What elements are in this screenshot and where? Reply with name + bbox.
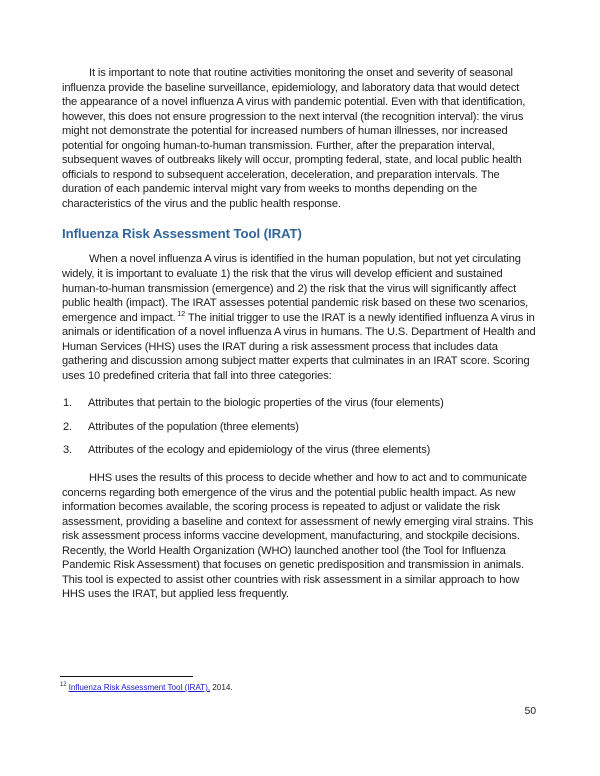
- footnote-area: [60, 676, 536, 693]
- paragraph-hhs-results: [62, 471, 536, 602]
- list-item: [62, 396, 536, 411]
- list-item-label: Attributes of the ecology and epidemiology of the virus (three elements): [88, 444, 431, 457]
- list-item-number: 1.: [63, 397, 73, 410]
- paragraph-irat-overview: [62, 252, 536, 383]
- paragraph-pandemic-intervals: [62, 66, 536, 211]
- list-item-label: Attributes that pertain to the biologic properties of the virus (four elements): [88, 397, 444, 410]
- list-item-number: 3.: [63, 444, 73, 457]
- irat-overview-part2: The initial trigger to use the IRAT is a newly identified influenza A virus in animals or identification of a novel influenza A virus in humans. The U.S. Department of Health and Human Services (HHS) uses the IRAT during a risk assessment process that includes data gathering and discussion among subject matter experts that culminates in an IRAT score. Scoring uses 10 predefined criteria that fall into three categories:: [62, 311, 536, 382]
- paragraph-intro-text: It is important to note that routine activities monitoring the onset and severity of seasonal influenza provide the baseline surveillance, epidemiology, and laboratory data that would detect the appearance of a novel influenza A virus with pandemic potential. Even with that identification, however, this does not ensure progression to the next interval (the recognition interval): the virus might not demonstrate the potential for increased numbers of human illnesses, nor increased potential for ongoing human-to-human transmission. Further, after the preparation interval, subsequent waves of outbreaks likely will occur, prompting federal, state, and local public health officials to respond to subsequent acceleration, deceleration, and preparation intervals. The duration of each pandemic interval might vary from weeks to months depending on the characteristics of the virus and the public health response.: [62, 67, 526, 210]
- footnote-year: 2014.: [210, 683, 233, 692]
- footnote-number: 12: [60, 682, 67, 689]
- footnote-reference-12[interactable]: 12: [177, 308, 186, 318]
- list-item-label: Attributes of the population (three elements): [88, 420, 299, 433]
- section-heading-irat: Influenza Risk Assessment Tool (IRAT): [62, 226, 302, 242]
- footnote-separator-rule: [60, 676, 193, 677]
- page-content: [62, 66, 536, 615]
- irat-criteria-list: [62, 396, 536, 458]
- paragraph-closing-text: HHS uses the results of this process to decide whether and how to act and to communicate concerns regarding both emergence of the virus and the potential public health impact. As new information becomes available, the scoring process is repeated to adjust or validate the risk assessment, providing a baseline and context for assessment of newly emerging viral strains. This risk assessment process informs vaccine development, manufacturing, and stockpile decisions. Recently, the World Health Organization (WHO) launched another tool (the Tool for Influenza Pandemic Risk Assessment) that focuses on genetic predisposition and transmission in animals. This tool is expected to assist other countries with risk assessment in a similar approach to how HHS uses the IRAT, but applied less frequently.: [62, 472, 534, 601]
- footnote-entry: [60, 682, 536, 693]
- list-item: [62, 443, 536, 458]
- footnote-link-irat[interactable]: Influenza Risk Assessment Tool (IRAT),: [68, 683, 211, 692]
- list-item: [62, 420, 536, 435]
- list-item-number: 2.: [63, 420, 73, 433]
- irat-overview-part1: When a novel influenza A virus is identified in the human population, but not yet circulating widely, it is important to evaluate 1) the risk that the virus will develop efficient and sustained human-to-human transmission (emergence) and 2) the risk that the virus will significantly affect public health (impact). The IRAT assesses potential pandemic risk based on these two scenarios, emergence and impact.: [62, 253, 529, 324]
- page-number: 50: [524, 706, 536, 717]
